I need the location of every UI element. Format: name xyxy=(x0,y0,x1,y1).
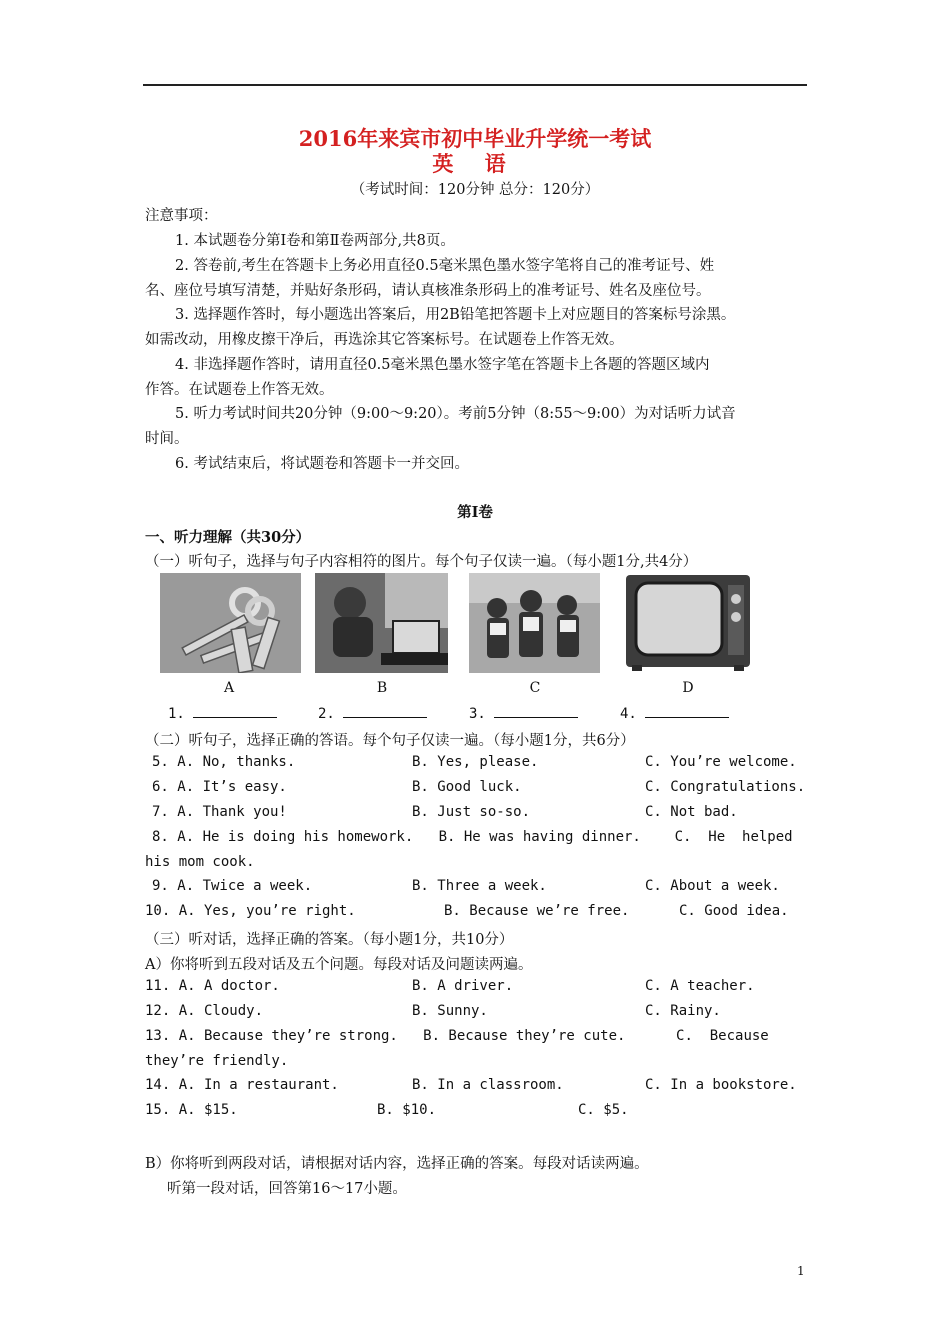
note-line: 时间。 xyxy=(145,431,189,447)
note-line: 如需改动，用橡皮擦干净后，再选涂其它答案标号。在试题卷上作答无效。 xyxy=(145,332,624,348)
note-line: 2. 答卷前,考生在答题卡上务必用直径0.5毫米黑色墨水签字笔将自己的准考证号、姓 xyxy=(175,258,715,274)
question-5-c: C. You’re welcome. xyxy=(645,754,797,770)
question-8-line: 8. A. He is doing his homework. B. He was having dinner. C. He helped xyxy=(152,829,793,845)
note-line: 1. 本试题卷分第Ⅰ卷和第Ⅱ卷两部分,共8页。 xyxy=(175,233,455,249)
question-14-a: 14. A. In a restaurant. xyxy=(145,1077,339,1093)
question-6-a: 6. A. It’s easy. xyxy=(152,779,287,795)
question-15-c: C. $5. xyxy=(578,1102,629,1118)
question-7-c: C. Not bad. xyxy=(645,804,738,820)
question-11-a: 11. A. A doctor. xyxy=(145,978,280,994)
part3-a-instruction: A）你将听到五段对话及五个问题。每段对话及问题读两遍。 xyxy=(145,957,533,973)
question-5-b: B. Yes, please. xyxy=(412,754,539,770)
question-15-a: 15. A. $15. xyxy=(145,1102,238,1118)
part3-b-instruction: B）你将听到两段对话，请根据对话内容，选择正确的答案。每段对话读两遍。 xyxy=(145,1156,649,1172)
answer-blank-1[interactable]: 1. xyxy=(168,705,832,722)
exam-title: 2016年来宾市初中毕业升学统一考试 xyxy=(298,126,652,151)
page-number: 1 xyxy=(797,1264,805,1278)
keys-photo xyxy=(160,573,301,673)
notes-heading: 注意事项： xyxy=(145,208,218,224)
question-10-c: C. Good idea. xyxy=(679,903,789,919)
question-12-a: 12. A. Cloudy. xyxy=(145,1003,264,1019)
question-14-b: B. In a classroom. xyxy=(412,1077,564,1093)
old-tv-photo xyxy=(624,571,752,673)
note-line: 4. 非选择题作答时，请用直径0.5毫米黑色墨水签字笔在答题卡上各题的答题区域内 xyxy=(175,357,710,373)
note-line: 6. 考试结束后，将试题卷和答题卡一并交回。 xyxy=(175,456,469,472)
part3-instruction: （三）听对话，选择正确的答案。（每小题1分，共10分） xyxy=(145,932,514,948)
question-6-b: B. Good luck. xyxy=(412,779,522,795)
note-line: 名、座位号填写清楚，并贴好条形码，请认真核准条形码上的准考证号、姓名及座位号。 xyxy=(145,283,711,299)
picture-label: A xyxy=(223,680,235,696)
answer-blank-2[interactable]: 2. xyxy=(318,705,950,722)
answer-blank-4[interactable]: 4. xyxy=(620,705,950,722)
question-10-b: B. Because we’re free. xyxy=(444,903,630,919)
note-line: 5. 听力考试时间共20分钟（9:00～9:20）。考前5分钟（8:55～9:00）为对话听力试音 xyxy=(175,406,736,422)
question-10-a: 10. A. Yes, you’re right. xyxy=(145,903,356,919)
subject-title: 英 语 xyxy=(432,151,518,176)
part1-instruction: （一）听句子，选择与句子内容相符的图片。每个句子仅读一遍。（每小题1分,共4分） xyxy=(145,554,698,570)
question-9-a: 9. A. Twice a week. xyxy=(152,878,313,894)
part3-b-sub: 听第一段对话，回答第16～17小题。 xyxy=(167,1181,407,1197)
question-5-a: 5. A. No, thanks. xyxy=(152,754,296,770)
top-rule xyxy=(143,84,807,86)
question-15-b: B. $10. xyxy=(377,1102,437,1118)
question-12-c: C. Rainy. xyxy=(645,1003,721,1019)
picture-label: C xyxy=(529,680,541,696)
part2-instruction: （二）听句子，选择正确的答语。每个句子仅读一遍。（每小题1分，共6分） xyxy=(145,733,635,749)
students-walking-photo xyxy=(469,573,600,673)
boy-laptop-photo xyxy=(315,573,448,673)
picture-label: B xyxy=(376,680,388,696)
question-8-line: his mom cook. xyxy=(145,854,255,870)
question-11-b: B. A driver. xyxy=(412,978,514,994)
question-9-b: B. Three a week. xyxy=(412,878,547,894)
question-6-c: C. Congratulations. xyxy=(645,779,806,795)
question-7-b: B. Just so-so. xyxy=(412,804,531,820)
question-9-c: C. About a week. xyxy=(645,878,780,894)
question-11-c: C. A teacher. xyxy=(645,978,755,994)
question-12-b: B. Sunny. xyxy=(412,1003,488,1019)
note-line: 3. 选择题作答时，每小题选出答案后，用2B铅笔把答题卡上对应题目的答案标号涂黑。 xyxy=(175,307,736,323)
answer-blank-3[interactable]: 3. xyxy=(469,705,950,722)
question-13-line: 13. A. Because they’re strong. B. Because they’re cute. C. Because xyxy=(145,1028,769,1044)
question-13-line: they’re friendly. xyxy=(145,1053,289,1069)
question-14-c: C. In a bookstore. xyxy=(645,1077,797,1093)
picture-label: D xyxy=(682,680,694,696)
section-title: 一、听力理解（共30分） xyxy=(145,529,311,546)
exam-info: （考试时间：120分钟 总分：120分） xyxy=(350,182,600,198)
volume-title: 第Ⅰ卷 xyxy=(457,504,493,521)
note-line: 作答。在试题卷上作答无效。 xyxy=(145,382,334,398)
question-7-a: 7. A. Thank you! xyxy=(152,804,287,820)
